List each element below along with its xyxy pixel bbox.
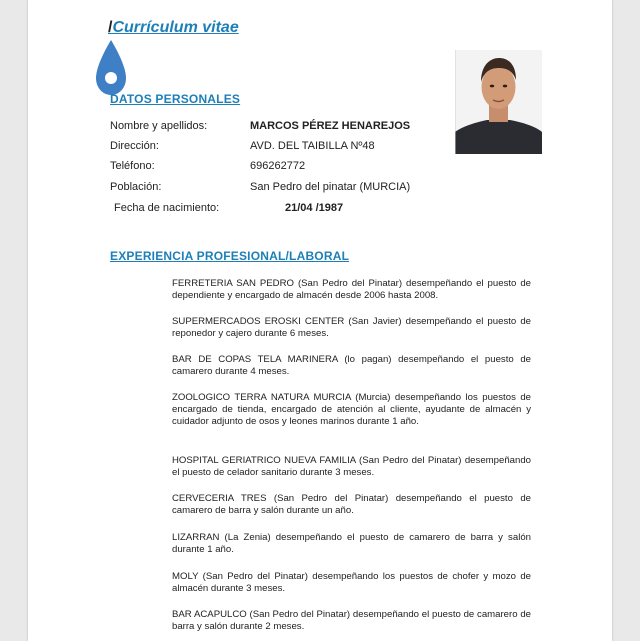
birthdate-label: Fecha de nacimiento: [114,202,220,214]
experience-section-heading: EXPERIENCIA PROFESIONAL/LABORAL [110,249,350,263]
experience-item: SUPERMERCADOS EROSKI CENTER (San Javier) desempeñando el puesto de reponedor y cajero durante 6 meses. [172,316,531,339]
name-value: MARCOS PÉREZ HENAREJOS [250,120,411,132]
address-label: Dirección: [110,140,159,152]
experience-item: LIZARRAN (La Zenia) desempeñando el puesto de camarero de barra y salón durante 1 año. [172,532,531,555]
address-value: AVD. DEL TAIBILLA Nº48 [250,140,375,152]
experience-item: HOSPITAL GERIATRICO NUEVA FAMILIA (San Pedro del Pinatar) desempeñando el puesto de celador sanitario durante 3 meses. [172,455,531,478]
experience-item: FERRETERIA SAN PEDRO (San Pedro del Pinatar) desempeñando el puesto de dependiente y encargado de almacén desde 2006 hasta 2008. [172,278,531,301]
experience-item: BAR DE COPAS TELA MARINERA (lo pagan) desempeñando el puesto de camarero durante 4 meses. [172,354,531,377]
personal-section-heading: DATOS PERSONALES [110,92,241,106]
phone-value: 696262772 [250,160,306,172]
phone-label: Teléfono: [110,160,155,172]
town-label: Población: [110,181,162,193]
water-drop-icon [94,40,128,96]
title-text: Currículum vitae [112,19,239,36]
title-slash: / [108,19,113,36]
experience-item: ZOOLOGICO TERRA NATURA MURCIA (Murcia) desempeñando los puestos de encargado de tienda, encargado de atención al cliente, ayudante de almacén y cuidador adjunto de osos y leones marinos durante 1 año. [172,392,531,427]
profile-photo [455,50,542,154]
experience-item: BAR ACAPULCO (San Pedro del Pinatar) desempeñando el puesto de camarero de barra y salón durante 2 meses. [172,609,531,632]
document-title [108,19,239,37]
birthdate-value: 21/04 /1987 [285,202,344,214]
experience-item: CERVECERIA TRES (San Pedro del Pinatar) desempeñando el puesto de camarero de barra y salón durante un año. [172,493,531,516]
name-label: Nombre y apellidos: [110,120,208,132]
experience-item: MOLY (San Pedro del Pinatar) desempeñando los puestos de chofer y mozo de almacén durante 3 meses. [172,571,531,594]
town-value: San Pedro del pinatar (MURCIA) [250,181,411,193]
